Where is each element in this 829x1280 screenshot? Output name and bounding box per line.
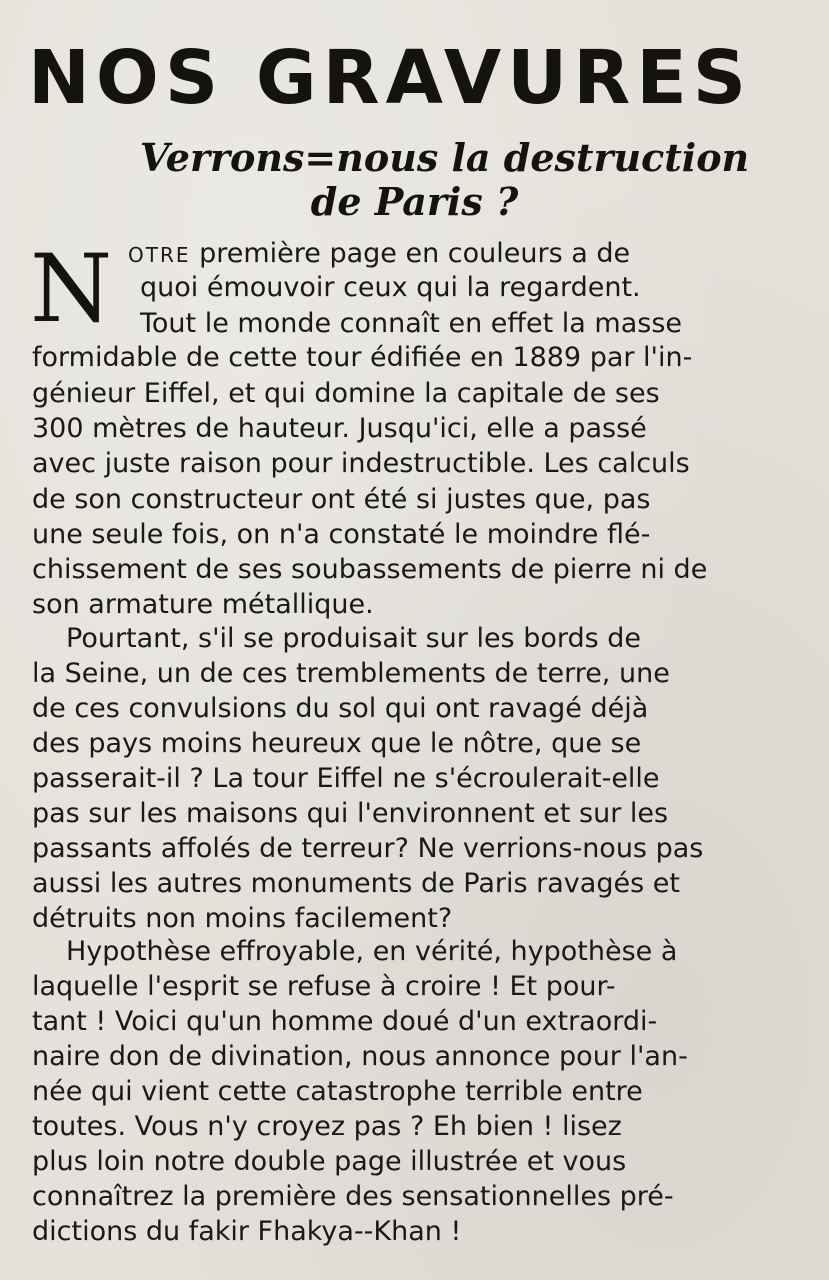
text-line-4: formidable de cette tour édifiée en 1889 par l'in- — [32, 342, 693, 373]
text-line-1-rest: première page en couleurs a de — [199, 238, 631, 269]
text-line-3: Tout le monde connaît en effet la masse — [140, 308, 682, 339]
text-line-12: Pourtant, s'il se produisait sur les bords de — [66, 623, 642, 654]
article-title-line-1: Verrons=nous la destruction — [139, 135, 750, 180]
article-title — [0, 136, 829, 224]
text-line-10: chissement de ses soubassements de pierre ni de — [32, 554, 708, 585]
drop-cap-continuation: OTRE — [128, 243, 191, 267]
text-line-27: plus loin notre double page illustrée et vous — [32, 1146, 627, 1177]
text-line-13: la Seine, un de ces tremblements de terre, une — [32, 658, 670, 689]
text-line-29: dictions du fakir Fhakya--Khan ! — [32, 1216, 462, 1247]
text-line-21: Hypothèse effroyable, en vérité, hypothèse à — [66, 936, 678, 967]
section-heading: NOS GRAVURES — [28, 35, 753, 121]
text-line-18: passants affolés de terreur? Ne verrions-nous pas — [32, 833, 704, 864]
text-line-6: 300 mètres de hauteur. Jusqu'ici, elle a passé — [32, 413, 647, 444]
article-title-line-2: de Paris ? — [310, 179, 519, 224]
text-line-8: de son constructeur ont été si justes que, pas — [32, 484, 651, 515]
text-line-14: de ces convulsions du sol qui ont ravagé déjà — [32, 693, 649, 724]
text-line-19: aussi les autres monuments de Paris ravagés et — [32, 868, 680, 899]
text-line-11: son armature métallique. — [32, 589, 374, 620]
text-line-2: quoi émouvoir ceux qui la regardent. — [140, 272, 641, 303]
text-line-1 — [128, 237, 793, 271]
text-line-28: connaîtrez la première des sensationnelles pré- — [32, 1181, 674, 1212]
text-line-15: des pays moins heureux que le nôtre, que se — [32, 728, 642, 759]
text-line-17: pas sur les maisons qui l'environnent et sur les — [32, 798, 669, 829]
drop-cap: N — [30, 235, 113, 344]
text-line-26: toutes. Vous n'y croyez pas ? Eh bien ! lisez — [32, 1111, 622, 1142]
text-line-16: passerait-il ? La tour Eiffel ne s'écroulerait-elle — [32, 763, 660, 794]
text-line-7: avec juste raison pour indestructible. Les calculs — [32, 448, 690, 479]
text-line-25: née qui vient cette catastrophe terrible entre — [32, 1076, 643, 1107]
text-line-20: détruits non moins facilement? — [32, 903, 453, 934]
text-line-22: laquelle l'esprit se refuse à croire ! Et pour- — [32, 971, 616, 1002]
text-line-23: tant ! Voici qu'un homme doué d'un extraordi- — [32, 1006, 658, 1037]
text-line-5: génieur Eiffel, et qui domine la capitale de ses — [32, 378, 660, 409]
text-line-24: naire don de divination, nous annonce pour l'an- — [32, 1041, 688, 1072]
text-line-9: une seule fois, on n'a constaté le moindre flé- — [32, 519, 651, 550]
